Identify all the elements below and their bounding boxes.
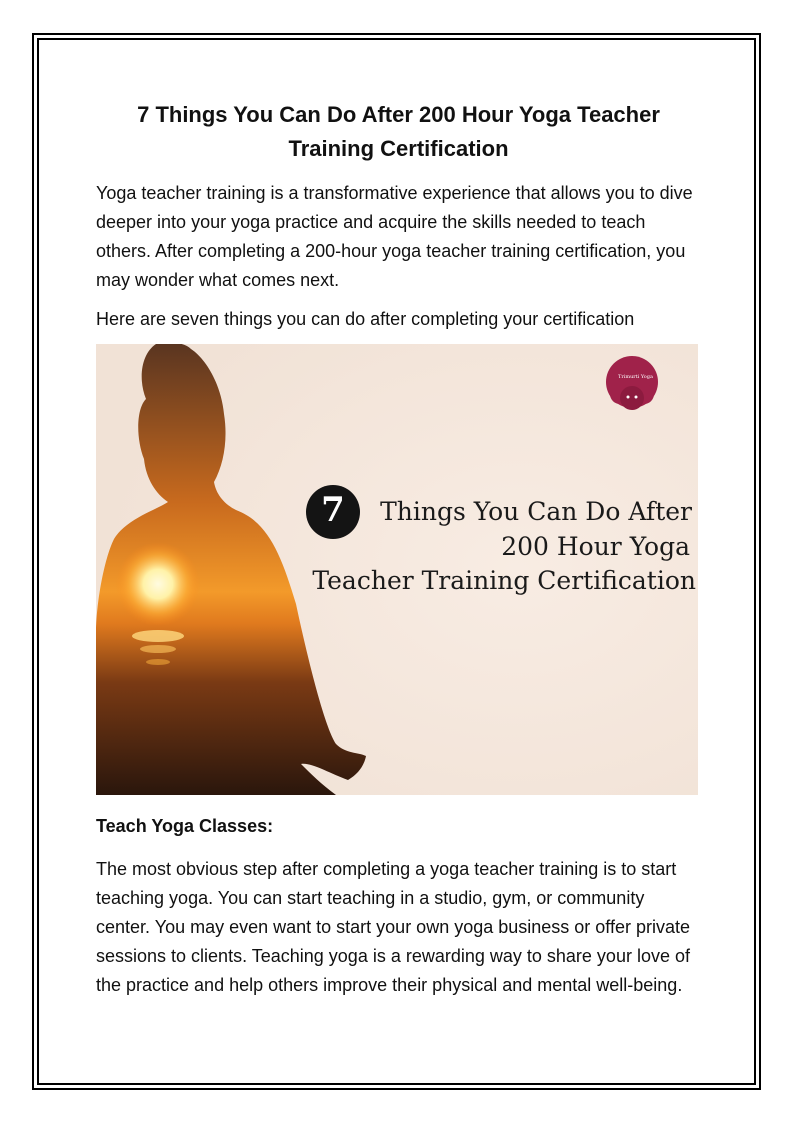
page-title: 7 Things You Can Do After 200 Hour Yoga Teacher Training Certification xyxy=(137,102,660,161)
hero-line-3: Teacher Training Certification xyxy=(312,566,696,595)
lead-paragraph: Here are seven things you can do after completing your certification xyxy=(96,309,635,329)
logo-text: Trimurti Yoga xyxy=(618,374,653,380)
hero-line-2: 200 Hour Yoga xyxy=(501,532,690,561)
hero-line-1: Things You Can Do After xyxy=(380,497,692,526)
number-badge-label: 7 xyxy=(321,490,345,530)
intro-paragraph: Yoga teacher training is a transformative experience that allows you to dive deeper into your yoga practice and acquire the skills needed to teach others. After completing a 200-hour yoga teacher training certification, you may wonder what comes next. xyxy=(96,183,693,290)
document-body xyxy=(96,98,701,1000)
section-body: The most obvious step after completing a yoga teacher training is to start teaching yoga. You can start teaching in a studio, gym, or community center. You may even want to start your own yoga business or offer private sessions to clients. Teaching yoga is a rewarding way to share your love of the practice and help others improve their physical and mental well-being. xyxy=(96,859,691,995)
hero-image xyxy=(96,344,698,795)
section-heading: Teach Yoga Classes: xyxy=(96,816,274,836)
